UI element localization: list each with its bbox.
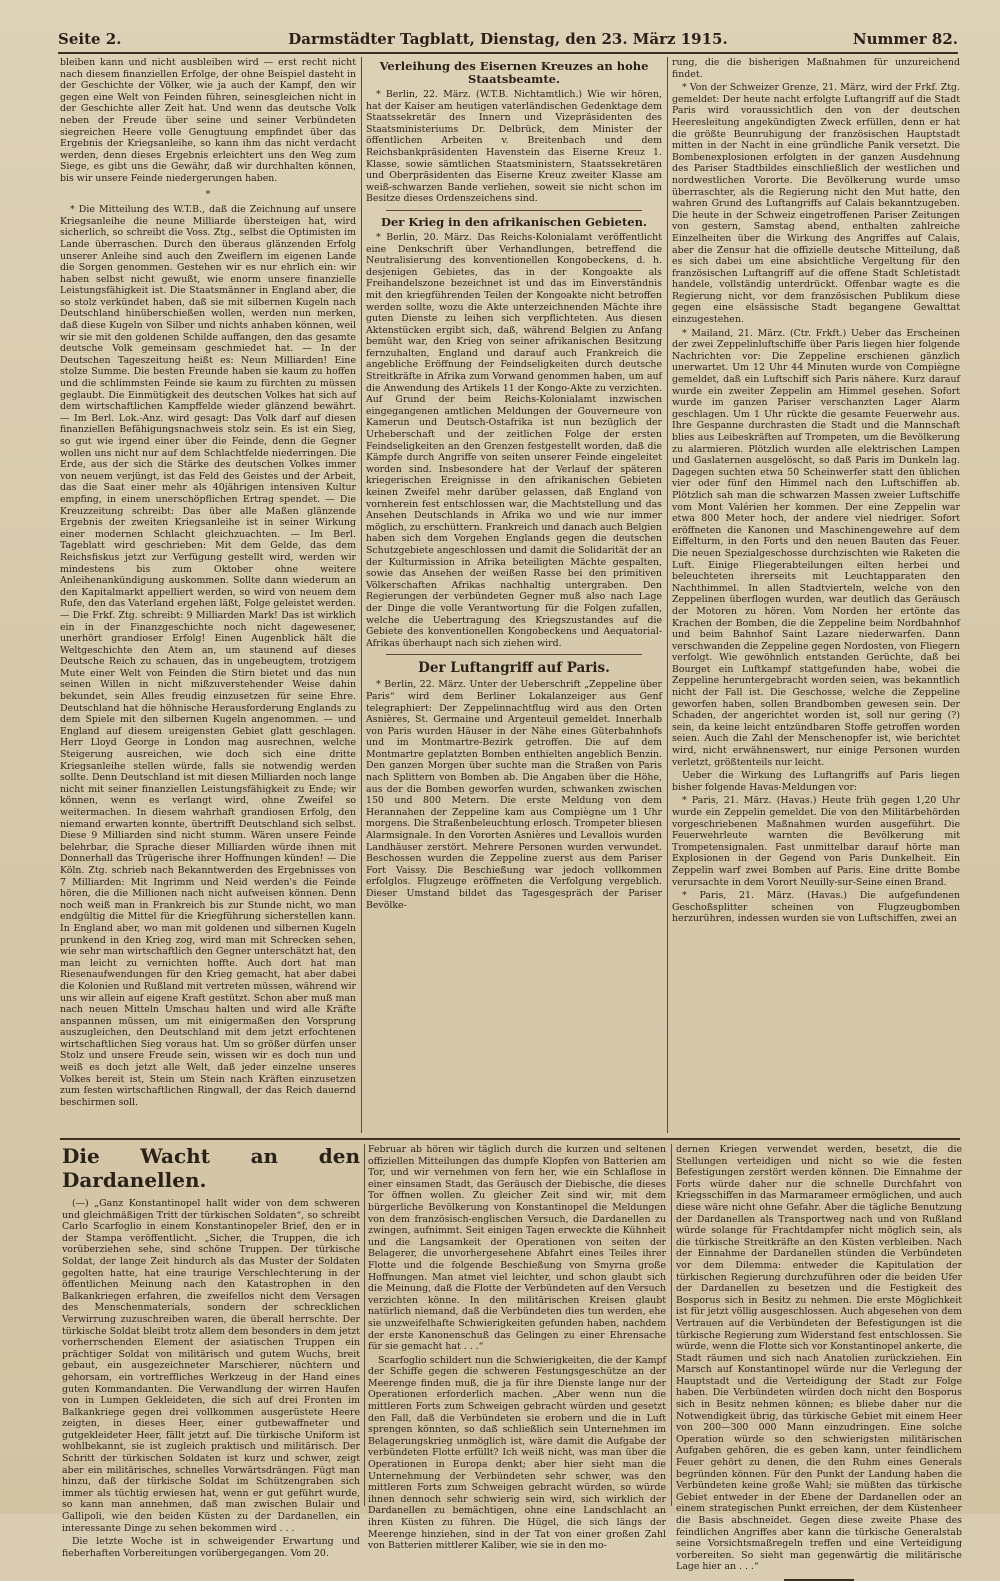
feuilleton-rule [60, 1138, 960, 1140]
feuilleton-column-1 [62, 1144, 360, 1559]
feuilleton-column-2 [368, 1144, 666, 1552]
headline-iron-cross: Verleihung des Eisernen Kreuzes an hohe Staatsbeamte. [379, 59, 649, 86]
column-divider [667, 57, 668, 1133]
page-header [58, 30, 958, 54]
article-divider [386, 654, 642, 655]
article-paragraph: Ueber die Wirkung des Luftangriffs auf Paris liegen bisher folgende Havas-Meldungen vor: [672, 770, 960, 793]
feuilleton-column-3 [676, 1144, 962, 1573]
column-1 [60, 57, 356, 1133]
article-paragraph: (—) „Ganz Konstantinopel hallt wider von dem schweren und gleichmäßigen Tritt der türkischen Soldaten“, so schreibt Carlo Scarfoglio in einem Konstantinopeler Brief, den er in der Stampa veröffentlicht. „Sicher, die Truppen, die ich vorüberziehen sehe, sind schöne Truppen. Der türkische Soldat, der lange Zeit hindurch als das Muster der Soldaten gegolten hatte, hat eine traurige Verschlechterung in der öffentlichen Meinung nach den Katastrophen in den Balkankriegen erfahren, die zweifellos nicht dem Versagen des Menschenmaterials, sondern der schrecklichen Verwirrung zuzuschreiben waren, die überall herrschte. Der türkische Soldat bleibt trotz allem dem besonders in dem jetzt vorherrschenden Element der asiatischen Truppen ein prächtiger Soldat von militärisch und gutem Wuchs, breit gebaut, ein ausgezeichneter Marschierer, nüchtern und gehorsam, ein vortreffliches Werkzeug in der Hand eines guten Kommandanten. Die Verwandlung der wirren Haufen von in Lumpen Gekleideten, die sich auf drei Fronten im Balkankriege gegen drei vollkommen ausgerüstete Heere zeigten, in dieses Heer, einer gutbewaffneter und gutgekleideter Heer, fällt jetzt auf. Die türkische Uniform ist wohlbekannt, sie ist zugleich praktisch und militärisch. Der Schritt der türkischen Soldaten ist kurz und schwer, zeigt aber ein militärisches, schnelles Vorwärtsdrängen. Fügt man hinzu, daß der türkische Soldat im Schützengraben sich immer als tüchtig erwiesen hat, wenn er gut geführt wurde, so kann man annehmen, daß man zwischen Bulair und Gallipoli, wie den beiden Küsten zu der Dardanellen, ein interessante Dinge zu sehen bekommen wird . . . [62, 1198, 360, 1534]
column-divider [364, 1144, 365, 1506]
column-divider [671, 1144, 672, 1506]
article-divider [386, 210, 642, 211]
section-separator: * [205, 188, 211, 200]
article-paragraph: Februar ab hören wir täglich durch die kurzen und seltenen offiziellen Mitteilungen das dumpfe Klopfen von Batterien am Tor, und wir vernehmen von fern her, wie ein Schlaflose in einer einsamen Stadt, das Geräusch der Diebische, die dieses Tor öffnen wollen. Zu gleicher Zeit sind wir, mit dem bürgerliche Bevölkerung von Konstantinopel die Meldungen von dem französisch-englischen Versuch, die Dardanellen zu zwingen, aufnimmt. Seit einigen Tagen erweckte die Kühnheit und die Langsamkeit der Operationen von seiten der Belagerer, die unvorhergesehene Abfahrt eines Teiles ihrer Flotte und die folgende Beschießung von Smyrna große Hoffnungen. Man atmet viel leichter, und schon glaubt sich die Meinung, daß die Flotte der Verbündeten auf den Versuch verzichten könne. In den militärischen Kreisen glaubt natürlich niemand, daß die Verbündeten dies tun werden, ehe sie unzweifelhafte Schwierigkeiten gefunden haben, nachdem der erste Kanonenschuß das Gelingen zu einer Ehrensache für sie gemacht hat . . .“ [368, 1144, 666, 1353]
masthead-dateline: Darmstädter Tagblatt, Dienstag, den 23. März 1915. [288, 30, 728, 48]
page-number: Seite 2. [58, 30, 122, 48]
article-paragraph: * Berlin, 22. März. Unter der Ueberschrift „Zeppeline über Paris“ wird dem Berliner Lokalanzeiger aus Genf telegraphiert: Der Zeppelinnachtflug wird aus den Orten Asnières, St. Germaine und Argenteuil gemeldet. Innerhalb von Paris wurden Häuser in der Nähe eines Güterbahnhofs und im Montmartre-Bezirk getroffen. Die auf dem Montmartre geplatzten Bomben enthielten angeblich Benzin. Den ganzen Morgen über suchte man die Straßen von Paris nach Splittern von Bomben ab. Die Angaben über die Höhe, aus der die Bomben geworfen wurden, schwanken zwischen 150 und 800 Metern. Die erste Meldung von dem Herannahen der Zeppeline kam aus Compiègne um 1 Uhr morgens. Die Straßenbeleuchtung erlosch. Trompeter bliesen Alarmsignale. In den Vororten Asnières und Levallois wurden Landhäuser zerstört. Mehrere Personen wurden verwundet. Beschossen wurden die Zeppeline zuerst aus dem Pariser Fort Vaissy. Die Beschießung war jedoch vollkommen erfolglos. Flugzeuge eröffneten die Verfolgung vergeblich. Dieser Umstand bildet das Tagesgespräch der Pariser Bevölke- [366, 679, 662, 911]
article-paragraph: Scarfoglio schildert nun die Schwierigkeiten, die der Kampf der Schiffe gegen die schweren Festungsgeschütze an der Meerenge finden muß, die ja für ihre Dienste lange nur der Operationen erforderlich machen. „Aber wenn nun die mittleren Forts zum Schweigen gebracht würden und gesetzt den Fall, daß die Verbündeten sie erobern und die in Luft sprengen könnten, so daß schließlich sein Unternehmen im Belagerungskrieg unmöglich ist, wäre damit die Aufgabe der verbündeten Flotte erfüllt? Ich weiß nicht, was man über die Operationen in Europa denkt; aber hier sieht man die Unternehmung der Verbündeten sehr schwer, was den mittleren Forts zum Schweigen gebracht würden, so würde ihnen dennoch sehr schwierig sein wird, sich wirklich der Dardanellen zu bemächtigen, ohne eine Landschlacht an ihren Küsten zu führen. Die Hügel, die sich längs der Meerenge hinziehen, sind in der Tat von einer großen Zahl von Batterien mittlerer Kaliber, wie sie in den mo- [368, 1354, 666, 1552]
column-2 [366, 57, 662, 1133]
article-paragraph: bleiben kann und nicht ausbleiben wird — erst recht nicht nach diesem finanziellen Erfolge, der ohne Beispiel dasteht in der Geschichte der Völker, wie ja auch der Kampf, den wir gegen eine Welt von Feinden führen, seinesgleichen nicht in der Geschichte aller Zeit hat. Und wenn das deutsche Volk neben der Freude über seine und seiner Verbündeten siegreichen Heere volle Genugtuung empfindet über das Ergebnis der Kriegsanleihe, so kann ihm das nicht verdacht werden, denn dieses Ergebnis erleichtert uns den Weg zum Siege, es gibt uns die Gewähr, daß wir durchhalten können, bis wir unsere Feinde niedergerungen haben. [60, 57, 356, 184]
article-paragraph: * Paris, 21. März. (Havas.) Die aufgefundenen Geschoßsplitter scheinen von Flugzeugbomben herzurühren, indessen wurden sie von Luftschiffen, zwei an [672, 890, 960, 925]
article-paragraph: * Paris, 21. März. (Havas.) Heute früh gegen 1,20 Uhr wurde ein Zeppelin gemeldet. Die von den Militärbehörden vorgeschriebenen Maßnahmen wurden ausgeführt. Die Feuerwehrleute warnten die Bevölkerung mit Trompetensignalen. Fast unmittelbar darauf hörte man Explosionen in der Gegend von Paris Dunkelheit. Ein Zeppelin warf zwei Bomben auf Paris. Eine dritte Bombe verursachte in dem Vorort Neuilly-sur-Seine einen Brand. [672, 795, 960, 888]
article-paragraph: * Von der Schweizer Grenze, 21. März, wird der Frkf. Ztg. gemeldet: Der heute nacht erfolgte Luftangriff auf die Stadt Paris wird voraussichtlich den von der deutschen Heeresleitung angekündigten Zweck erfüllen, denn er hat die größte Beunruhigung der französischen Hauptstadt mitten in der Nacht in eine gründliche Panik versetzt. Die Bombenexplosionen erfolgten in der ganzen Ausdehnung des Pariser Stadtbildes einschließlich der westlichen und nordwestlichen Vororte. Die Bevölkerung wurde umso überraschter, als die Regierung nicht den Mut hatte, den wahren Grund des Luftangriffs auf Calais bekanntzugeben. Die heute in der Schweiz eingetroffenen Pariser Zeitungen von gestern, Samstag abend, enthalten zahlreiche Einzelheiten über die Wirkung des Angriffes auf Calais, aber die Zensur hat die offizielle deutsche Mitteilung, daß es sich dabei um eine absichtliche Vergeltung für den französischen Luftangriff auf die offene Stadt Schletistadt handele, vollständig unterdrückt. Offenbar wagte es die Regierung nicht, vor dem französischen Publikum diese gegen eine elsässische Stadt begangene Gewalttat einzugestehen. [672, 82, 960, 326]
article-paragraph: Die letzte Woche ist in schweigender Erwartung und fieberhaften Vorbereitungen vorübergegangen. Vom 20. [62, 1536, 360, 1559]
article-paragraph: * Berlin, 20. März. Das Reichs-Kolonialamt veröffentlicht eine Denkschrift über Verhandlungen, betreffend die Neutralisierung des konventionellen Kongobeckens, d. h. desjenigen Gebietes, das in der Kongoakte als Freihandelszone bezeichnet ist und das im Einverständnis mit den kriegführenden Teilen der Kongoakte nicht betroffen werden sollte, wozu die Akte unterzeichnenden Mächte ihre guten Dienste zu leihen sich verpflichteten. Aus diesen Aktenstücken ergibt sich, daß, während Belgien zu Anfang bemüht war, den Krieg von seiner afrikanischen Besitzung fernzuhalten, England und darauf auch Frankreich die angebliche Eröffnung der Feindseligkeiten durch deutsche Streitkräfte in Afrika zum Vorwand genommen haben, um auf die Anwendung des Artikels 11 der Kongo-Akte zu verzichten. Auf Grund der beim Reichs-Kolonialamt inzwischen eingegangenen amtlichen Meldungen der Gouverneure von Kamerun und Deutsch-Ostafrika ist nun bezüglich der Urheberschaft und der zeitlichen Folge der ersten Feindseligkeiten an den Grenzen festgestellt worden, daß die Kämpfe durch Angriffe von seiten unserer Feinde eingeleitet worden sind. Insbesondere hat der Verlauf der späteren kriegerischen Ereignisse in den afrikanischen Gebieten keinen Zweifel mehr darüber gelassen, daß England von vornherein fest entschlossen war, die Machtstellung und das Ansehen Deutschlands in Afrika wo und wie nur immer möglich, zu erschüttern. Frankreich und danach auch Belgien haben sich dem Vorgehen Englands gegen die deutschen Schutzgebiete angeschlossen und damit die Solidarität der an der Kulturmission in Afrika beteiligten Mächte gespalten, sowie das Ansehen der weißen Rasse bei den primitiven Völkerschaften Afrikas nachhaltig untergraben. Den Regierungen der verbündeten Gegner muß also nach Lage der Dinge die volle Verantwortung für die Folgen zufallen, welche die Uebertragung des Kriegszustandes auf die Gebiete des konventionellen Kongobeckens und Aequatorial-Afrikas überhaupt nach sich ziehen wird. [366, 231, 662, 649]
article-paragraph: rung, die die bisherigen Maßnahmen für unzureichend findet. [672, 57, 960, 80]
headline-air-raid: Der Luftangriff auf Paris. [418, 660, 610, 677]
feuilleton-title: Die Wacht an den Dardanellen. [62, 1144, 360, 1192]
article-paragraph: * Berlin, 22. März. (W.T.B. Nichtamtlich.) Wie wir hören, hat der Kaiser am heutigen vaterländischen Gedenktage dem Staatssekretär des Innern und Vizepräsidenten des Staatsministeriums Dr. Delbrück, dem Minister der öffentlichen Arbeiten v. Breitenbach und dem Reichsbankpräsidenten Havenstein das Eiserne Kreuz 1. Klasse, sowie sämtlichen Staatsministern, Staatssekretären und Oberpräsidenten das Eiserne Kreuz zweiter Klasse am weiß-schwarzen Bande verliehen, soweit sie nicht schon im Besitze dieses Ordenszeichens sind. [366, 89, 662, 205]
headline-africa: Der Krieg in den afrikanischen Gebieten. [381, 214, 647, 229]
article-paragraph: * Die Mitteilung des W.T.B., daß die Zeichnung auf unsere Kriegsanleihe die neune Milliarde übersteigen hat, wird sicherlich, so schreibt die Voss. Ztg., selbst die Optimisten im Lande überraschen. Durch den überaus glänzenden Erfolg unserer Anleihe sind auch den Zweiflern im eigenen Lande die Sorgen genommen. Gestehen wir es nur ehrlich ein: wir haben selbst nicht gewußt, wie enorm unsere finanzielle Leistungsfähigkeit ist. Die Staatsmänner in England aber, die so stolz verkündet haben, daß sie mit silbernen Kugeln nach Deutschland hinüberschießen wollen, werden nun merken, daß diese Kugeln von Silber und nichts anhaben können, weil wir sie mit den goldenen Schilde auffangen, den das gesamte deutsche Volk gemeinsam geschmiedet hat. — In der Deutschen Tageszeitung heißt es: Neun Milliarden! Eine stolze Summe. Die besten Freunde haben sie kaum zu hoffen und die schlimmsten Feinde sie kaum zu fürchten zu müssen geglaubt. Die Einmütigkeit des deutschen Volkes hat sich auf dem wirtschaftlichen Kampffelde wieder glänzend bewährt. — Im Berl. Lok.-Anz. wird gesagt: Das Volk darf auf diesen finanziellen Befähigungsnachweis stolz sein. Es ist ein Sieg, so gut wie irgend einer über die Feinde, denn die Gegner wollen uns nicht nur auf dem Schlachtfelde niederringen. Die Erde, aus der sich die Stärke des deutschen Volkes immer von neuem verjüngt, ist das Feld des Geistes und der Arbeit, das die Saat einer mehr als 40jährigen intensiven Kultur empfing, in einem unerschöpflichen Ertrag spendet. — Die Kreuzzeitung schreibt: Das über alle Maßen glänzende Ergebnis der zweiten Kriegsanleihe ist in seiner Wirkung einer modernen Schlacht gleichzuachten. — Im Berl. Tageblatt wird geschrieben: Mit dem Gelde, das dem Reichsfiskus jetzt zur Verfügung gestellt wird, werden wir mindestens bis zum Oktober ohne weitere Anleihenankündigung auskommen. Sollte dann wiederum an den Kapitalmarkt appelliert werden, so wird von neuem dem Rufe, den das Vaterland ergehen läßt, Folge geleistet werden. — Die Frkf. Ztg. schreibt: 9 Milliarden Mark! Das ist wirklich ein in der Finanzgeschichte noch nicht dagewesener, unerhört grandioser Erfolg! Einen Augenblick hält die Weltgeschichte den Atem an, um staunend auf dieses Deutsche Reich zu schauen, das in ungebeugtem, trotzigem Mute einer Welt von Feinden die Stirn bietet und das nun seinen Willen in nicht mißzuverstehender Weise dahin bekundet, sein Alles freudig einzusetzen für seine Ehre. Deutschland hat die höhnische Herausforderung Englands zu dem Spiele mit den silbernen Kugeln angenommen. — und England auf diesem ureigensten Gebiet glatt geschlagen. Herr Lloyd George in London mag ausrechnen, welche Steigerung ausreichen, wie doch sich eine dritte Kriegsanleihe stellen würde, falls sie notwendig werden sollte. Denn Deutschland ist mit diesen Milliarden noch lange nicht mit seiner finanziellen Leistungsfähigkeit zu Ende; wir können, wenn es verlangt wird, ohne Zweifel so weitermachen. In diesem wahrhaft grandiosen Erfolg, den niemand erwarten konnte, übertrifft Deutschland sich selbst. Diese 9 Milliarden sind nicht stumm. Wären unsere Feinde belehrbar, die Sprache dieser Milliarden würde ihnen mit Donnerhall das Trügerische ihrer Hoffnungen künden! — Die Köln. Ztg. schrieb nach Bekanntwerden des Ergebnisses von 7 Milliarden: Mit Ingrimm und Neid werden's die Feinde hören, die die Millionen nach nicht aufweisen können. Denn noch weiß man in Frankreich bis zur Stunde nicht, wo man endgültig die Mittel für die Kriegführung sicherstellen kann. In England aber, wo man mit goldenen und silbernen Kugeln prunkend in den Krieg zog, wird man mit Schrecken sehen, wie sehr man wirtschaftlich den Gegner unterschätzt hat, den man leicht zu vernichten hoffte. Auch dort hat man Riesenaufwendungen für den Krieg gemacht, hat aber dabei die Kolonien und Rußland mit vertreten müssen, während wir uns wir allein auf eigene Kraft gestützt. Schon aber muß man nach neuen Mitteln Umschau halten und wird alle Kräfte anspannen müssen, um mit einigermaßen den Vorsprung auszugleichen, den Deutschland mit dem jetzt erfochtenen wirtschaftlichen Sieg voraus hat. Um so größer dürfen unser Stolz und unsere Freude sein, wissen wir es doch nun und weiß es doch jetzt alle Welt, daß jeder einzelne unseres Volkes bereit ist, Stein um Stein nach Kräften einzusetzen zum festen wirtschaftlichen Ringwall, der das Reich dauernd beschirmen soll. [60, 204, 356, 1108]
issue-number: Nummer 82. [852, 30, 958, 48]
column-3 [672, 57, 960, 1133]
article-paragraph: dernen Kriegen verwendet werden, besetzt, die die Stellungen verteidigen und nicht so wie die festen Befestigungen zerstört werden können. Die Einnahme der Forts würde daher nur die schnelle Durchfahrt von Kriegsschiffen in das Marmarameer ermöglichen, und auch diese wäre nicht ohne Gefahr. Aber die tägliche Benutzung der Dardanellen als Transportweg nach und von Rußland würde solange für Frachtdampfer nicht möglich sein, als die türkische Streitkräfte an den Küsten verbleiben. Nach der Einnahme der Dardanellen stünden die Verbündeten vor dem Dilemma: entweder die Kapitulation der türkischen Regierung durchzuführen oder die beiden Ufer der Dardanellen zu besetzen und die Festigkeit des Bosporus sich in Besitz zu nehmen. Die erste Möglichkeit ist für jetzt völlig ausgeschlossen. Auch abgesehen von dem Vertrauen auf die Verbündeten der Befestigungen ist die türkische Regierung zum Widerstand fest entschlossen. Sie würde, wenn die Flotte sich vor Konstantinopel ankerte, die Stadt räumen und sich nach Anatolien zurückziehen. Ein Marsch auf Konstantinopel würde nur die Verlegung der Hauptstadt und die Verteidigung der Stadt zur Folge haben. Die Verbündeten würden doch nicht den Bosporus sich in Besitz nehmen können; es bliebe daher nur die Notwendigkeit übrig, das türkische Gebiet mit einem Heer von 200—300 000 Mann einzudringen. Eine solche Operation würde so den schwierigsten militärischen Aufgaben gehören, die es geben kann, unter feindlichem Feuer gehört zu denen, die den Ruhm eines Generals begründen können. Für den Punkt der Landung haben die Verbündeten keine große Wahl; sie müßten das türkische Gebiet entweder in der Ebene der Dardanellen oder an einem strategischen Punkt erreichen, der dem Küstenheer die Basis abschneidet. Gegen diese zweite Phase des feindlichen Angriffes aber kann die türkische Generalstab seine Vorsichtsmaßregeln treffen und eine Verteidigung vorbereiten. So sieht man gegenwärtig die militärische Lage hier an . . .“ [676, 1144, 962, 1573]
column-divider [361, 57, 362, 1133]
article-paragraph: * Mailand, 21. März. (Ctr. Frkft.) Ueber das Erscheinen der zwei Zeppelinluftschiffe über Paris liegen hier folgende Nachrichten vor: Die Zeppeline erschienen gänzlich unerwartet. Um 12 Uhr 44 Minuten wurde von Compiègne gemeldet, daß ein Luftschiff sich Paris nähere. Kurz darauf wurde ein zweiter Zeppelin am Himmel gesehen. Sofort wurde im ganzen Pariser verschanzten Lager Alarm geschlagen. Um 1 Uhr rückte die gesamte Feuerwehr aus. Ihre Gespanne durchrasten die Stadt und die Mannschaft blies aus Leibeskräften auf Trompeten, um die Bevölkerung zu alarmieren. Plötzlich wurden alle elektrischen Lampen und Gaslaternen ausgelöscht, so daß Paris im Dunkeln lag. Dagegen suchten etwa 50 Scheinwerfer statt den üblichen vier oder fünf den Himmel nach den Luftschiffen ab. Plötzlich sah man die schwarzen Massen zweier Luftschiffe vom Mont Valérien her kommen. Der eine Zeppelin war etwa 800 Meter hoch, der andere viel niedriger. Sofort eröffneten die Kanonen und Maschinengewehre auf dem Eiffelturm, in den Forts und den neuen Bauten das Feuer. Die neuen Spezialgeschosse durchzischten wie Raketen die Luft. Einige Fliegerabteilungen eilten herbei und beleuchteten ihrerseits mit Leuchtapparaten den Nachthimmel. In allen Stadtvierteln, welche von den Zeppelinen überflogen wurden, war deutlich das Geräusch der Motoren zu hören. Vom Norden her ertönte das Krachen der Bomben, die die Zeppeline beim Nordbahnhof und beim Bahnhof Saint Lazare niederwarfen. Dann verschwanden die Zeppeline gegen Nordosten, von Fliegern verfolgt. Wie gewöhnlich entstanden Gerüchte, daß bei Bourget ein Luftkampf stattgefunden habe, wobei die Zeppeline heruntergebracht worden seien, was bekanntlich nicht der Fall ist. Die Geschosse, welche die Zeppeline geworfen haben, sollen Brandbomben gewesen sein. Der Schaden, der angerichtet worden ist, soll nur gering (?) sein, da keine leicht entzündbaren Stoffe getroffen worden seien. Auch die Zahl der Menschenopfer ist, wie berichtet wird, nicht erwähnenswert, nur einige Personen wurden verletzt, größtenteils nur leicht. [672, 327, 960, 768]
